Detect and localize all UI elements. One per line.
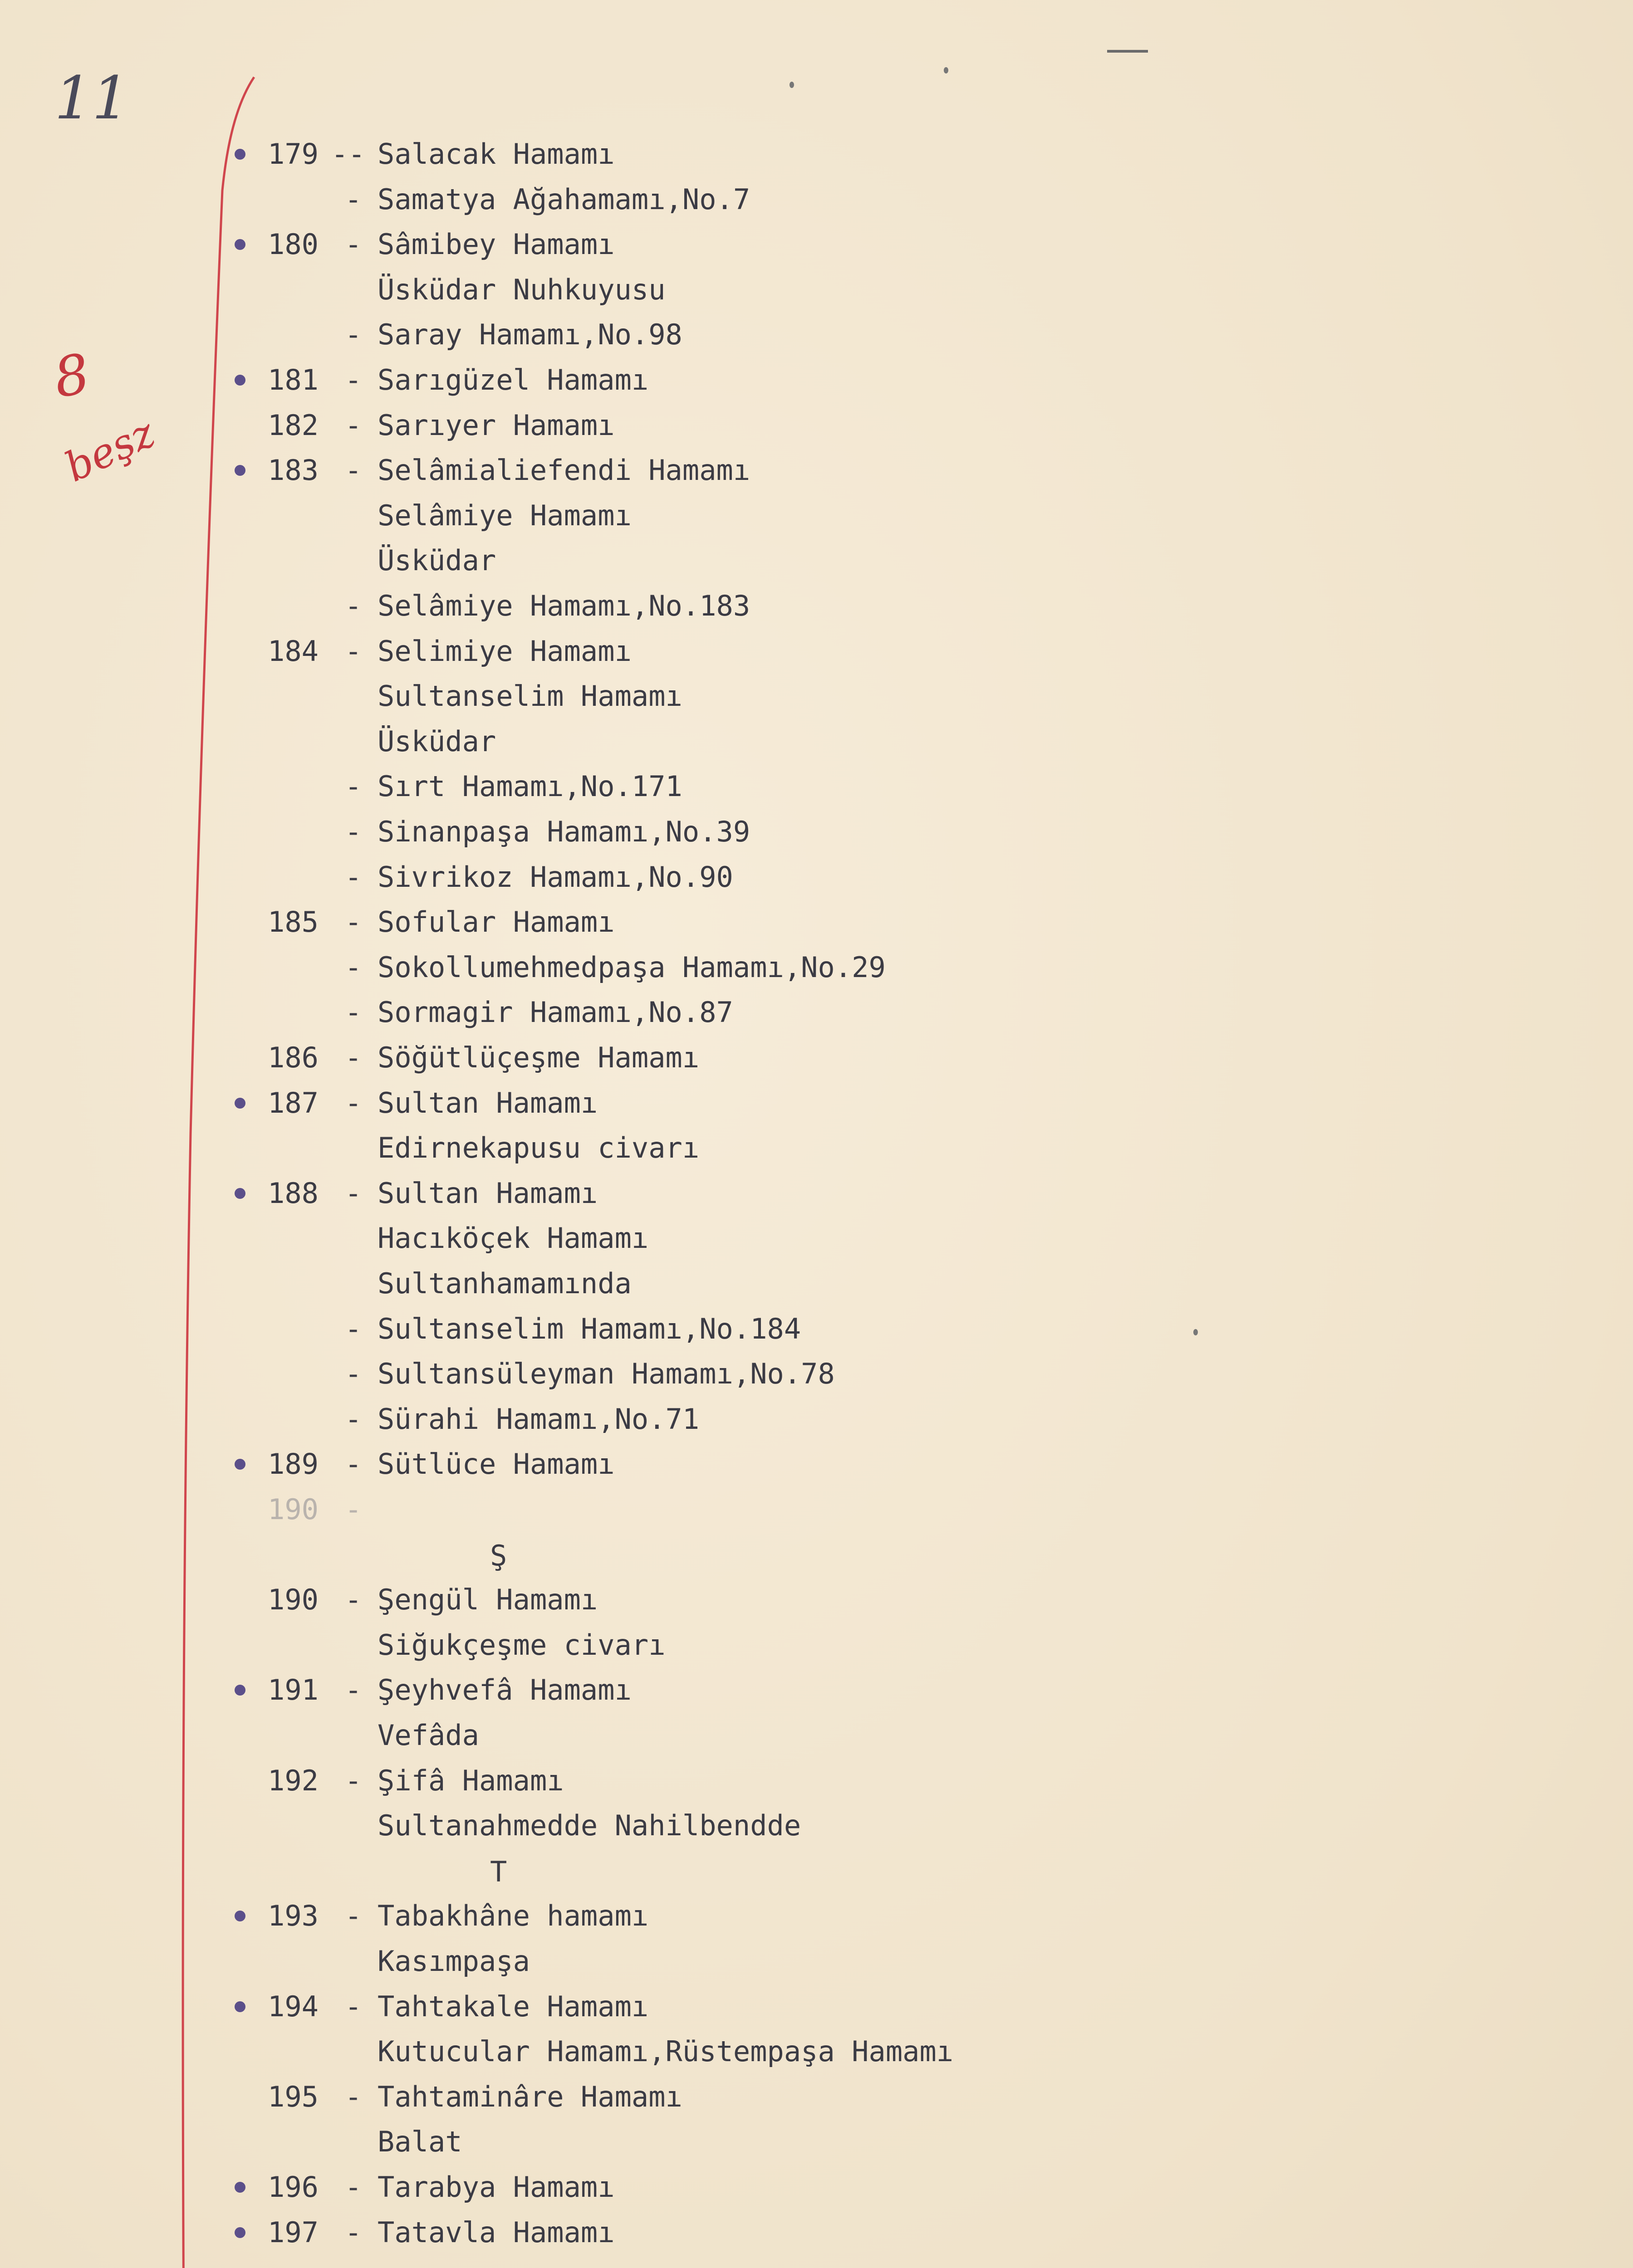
list-item: [0, 719, 1361, 764]
bullet-dot: [235, 375, 245, 386]
entry-dash: --: [331, 137, 365, 171]
entry-dash: -: [345, 2215, 362, 2249]
entry-dash: -: [345, 1989, 362, 2023]
entry-dash: -: [345, 815, 362, 848]
entry-dash: -: [345, 996, 362, 1029]
entry-name: Kutucular Hamamı,Rüstempaşa Hamamı: [378, 2035, 954, 2068]
list-item: [0, 990, 1361, 1035]
entry-dash: -: [345, 1402, 362, 1436]
entry-dash: -: [345, 408, 362, 442]
entry-name: Sultan Hamamı: [378, 1176, 598, 1210]
list-item: [0, 1939, 1361, 1984]
list-item: [0, 267, 1361, 313]
bullet-dot: [235, 2001, 245, 2012]
entry-name: Tarabya Hamamı: [378, 2170, 615, 2204]
entry-name: Samatya Ağahamamı,No.7: [378, 182, 750, 216]
entry-dash: -: [345, 1086, 362, 1119]
entry-number: 194: [268, 1989, 319, 2023]
bullet-dot: [235, 149, 245, 160]
bullet-dot: [235, 2182, 245, 2193]
list-item: [0, 899, 1361, 945]
entry-dash: -: [345, 182, 362, 216]
entry-dash: -: [345, 1176, 362, 1210]
entry-number: 190: [268, 1583, 319, 1617]
list-item: [0, 1803, 1361, 1848]
entry-dash: -: [345, 1357, 362, 1391]
entry-name: Selimiye Hamamı: [378, 634, 632, 668]
list-item: [0, 855, 1361, 900]
list-item: [0, 493, 1361, 538]
list-item: [0, 357, 1361, 403]
entry-number: 197: [268, 2215, 319, 2249]
entry-dash: -: [345, 860, 362, 894]
entry-number: 192: [268, 1764, 319, 1797]
entry-name: Hacıköçek Hamamı: [378, 1222, 649, 1255]
entry-number: 191: [268, 1673, 319, 1707]
entry-dash: -: [345, 1041, 362, 1074]
ink-speck: [790, 82, 794, 88]
entry-name: Sultan Hamamı: [378, 1086, 598, 1119]
entry-name: Balat: [378, 2125, 462, 2159]
entry-number: 189: [268, 1447, 319, 1481]
list-item: [0, 1125, 1361, 1171]
entry-name: Sarıyer Hamamı: [378, 408, 615, 442]
entry-name: Tahtaminâre Hamamı: [378, 2080, 682, 2113]
list-item: [0, 2119, 1361, 2165]
entry-dash: -: [345, 634, 362, 668]
list-item: [0, 1306, 1361, 1352]
list-item: [0, 2210, 1361, 2255]
list-item: [0, 1577, 1361, 1623]
entry-name: Tabakhâne hamamı: [378, 1899, 649, 1933]
bullet-dot: [235, 1098, 245, 1109]
entry-number: 195: [268, 2080, 319, 2113]
list-item: [0, 945, 1361, 990]
entry-number: 185: [268, 905, 319, 939]
ink-speck: [944, 67, 948, 73]
entry-name: Üsküdar Nuhkuyusu: [378, 273, 666, 306]
list-item: [0, 674, 1361, 719]
entry-number: 181: [268, 363, 319, 396]
entry-name: Sürahi Hamamı,No.71: [378, 1402, 700, 1436]
list-item: [0, 1080, 1361, 1126]
entry-name: Sinanpaşa Hamamı,No.39: [378, 815, 750, 848]
entry-name: Sormagir Hamamı,No.87: [378, 996, 733, 1029]
list-item: [0, 177, 1361, 222]
entry-number: 196: [268, 2170, 319, 2204]
list-item: [0, 1984, 1361, 2029]
list-item: [0, 1351, 1361, 1397]
list-item: [0, 2165, 1361, 2210]
entry-name: Sultansüleyman Hamamı,No.78: [378, 1357, 835, 1391]
entry-name: Sultanahmedde Nahilbendde: [378, 1809, 801, 1843]
entry-name: Selâmiye Hamamı: [378, 499, 632, 532]
entry-name: Sofular Hamamı: [378, 905, 615, 939]
entry-dash: -: [345, 589, 362, 622]
entry-name: Sultanselim Hamamı: [378, 679, 682, 713]
list-item: [0, 1442, 1361, 1487]
list-item: [0, 1893, 1361, 1939]
entry-dash: -: [345, 363, 362, 396]
list-item: [0, 1487, 1361, 1532]
entry-dash: -: [345, 1493, 362, 1526]
bullet-dot: [235, 1188, 245, 1199]
entry-dash: -: [345, 228, 362, 261]
list-item: [0, 312, 1361, 357]
list-item: [0, 1035, 1361, 1080]
entry-name: Sâmibey Hamamı: [378, 228, 615, 261]
entry-number: 186: [268, 1041, 319, 1074]
list-item: [0, 2029, 1361, 2074]
list-item: [0, 2074, 1361, 2120]
list-item: [0, 1397, 1361, 1442]
bullet-dot: [235, 1459, 245, 1470]
entry-number: 190: [268, 1493, 319, 1526]
entry-dash: -: [345, 1447, 362, 1481]
entry-name: Sivrikoz Hamamı,No.90: [378, 860, 733, 894]
list-item: [0, 403, 1361, 448]
entry-number: 182: [268, 408, 319, 442]
list-item: [0, 1261, 1361, 1306]
list-item: [0, 132, 1361, 177]
list-item: [0, 222, 1361, 267]
entry-dash: -: [345, 1583, 362, 1617]
entry-dash: -: [345, 1673, 362, 1707]
entry-dash: -: [345, 2170, 362, 2204]
entry-dash: -: [345, 2080, 362, 2113]
list-item: [0, 538, 1361, 583]
ink-mark: [1107, 50, 1148, 53]
bullet-dot: [235, 1685, 245, 1696]
section-letter: T: [490, 1855, 507, 1888]
entry-dash: -: [345, 950, 362, 984]
entry-name: Şeyhvefâ Hamamı: [378, 1673, 632, 1707]
entry-name: Selâmiye Hamamı,No.183: [378, 589, 750, 622]
entry-name: Üsküdar: [378, 544, 496, 577]
list-item: [0, 629, 1361, 674]
entry-dash: -: [345, 1899, 362, 1933]
entry-name: Saray Hamamı,No.98: [378, 318, 682, 352]
entry-name: Tatavla Hamamı: [378, 2215, 615, 2249]
entry-number: 193: [268, 1899, 319, 1933]
entry-name: Şifâ Hamamı: [378, 1764, 564, 1797]
entry-name: Salacak Hamamı: [378, 137, 615, 171]
entry-dash: -: [345, 318, 362, 352]
margin-note-eight: 8: [49, 342, 94, 411]
entry-dash: -: [345, 1764, 362, 1797]
entry-number: 183: [268, 454, 319, 487]
entry-name: Sarıgüzel Hamamı: [378, 363, 649, 396]
entry-name: Vefâda: [378, 1719, 479, 1752]
entry-number: 184: [268, 634, 319, 668]
entry-name: Tahtakale Hamamı: [378, 1989, 649, 2023]
list-item: [0, 1216, 1361, 1261]
entry-number: 188: [268, 1176, 319, 1210]
list-item: [0, 1713, 1361, 1758]
entry-name: Söğütlüçeşme Hamamı: [378, 1041, 700, 1074]
entry-name: Selâmialiefendi Hamamı: [378, 454, 750, 487]
entry-name: Sokollumehmedpaşa Hamamı,No.29: [378, 950, 886, 984]
list-item: [0, 809, 1361, 855]
entry-dash: -: [345, 1312, 362, 1345]
entry-name: Sütlüce Hamamı: [378, 1447, 615, 1481]
entry-name: Şengül Hamamı: [378, 1583, 598, 1617]
bullet-dot: [235, 2227, 245, 2238]
entry-name: Sultanhamamında: [378, 1267, 632, 1300]
list-item: [0, 1171, 1361, 1216]
entry-name: Edirnekapusu civarı: [378, 1131, 700, 1165]
entry-name: Kasımpaşa: [378, 1945, 530, 1978]
list-item: [0, 764, 1361, 809]
entry-number: 187: [268, 1086, 319, 1119]
entry-dash: -: [345, 770, 362, 803]
page-number: 11: [54, 64, 130, 132]
list-item: [0, 1623, 1361, 1668]
list-item: [0, 1667, 1361, 1713]
bullet-dot: [235, 239, 245, 250]
bullet-dot: [235, 465, 245, 476]
list-item: [0, 448, 1361, 493]
entry-name: Sırt Hamamı,No.171: [378, 770, 682, 803]
entry-dash: -: [345, 454, 362, 487]
entry-name: Üsküdar: [378, 724, 496, 758]
section-letter: Ş: [490, 1539, 507, 1572]
list-item: [0, 1758, 1361, 1804]
entry-dash: -: [345, 905, 362, 939]
entry-number: 180: [268, 228, 319, 261]
list-item: [0, 583, 1361, 629]
entry-name: Siğukçeşme civarı: [378, 1628, 666, 1662]
entry-name: Sultanselim Hamamı,No.184: [378, 1312, 801, 1345]
margin-note-word: beşz: [58, 409, 162, 492]
bullet-dot: [235, 1911, 245, 1921]
entry-number: 179: [268, 137, 319, 171]
